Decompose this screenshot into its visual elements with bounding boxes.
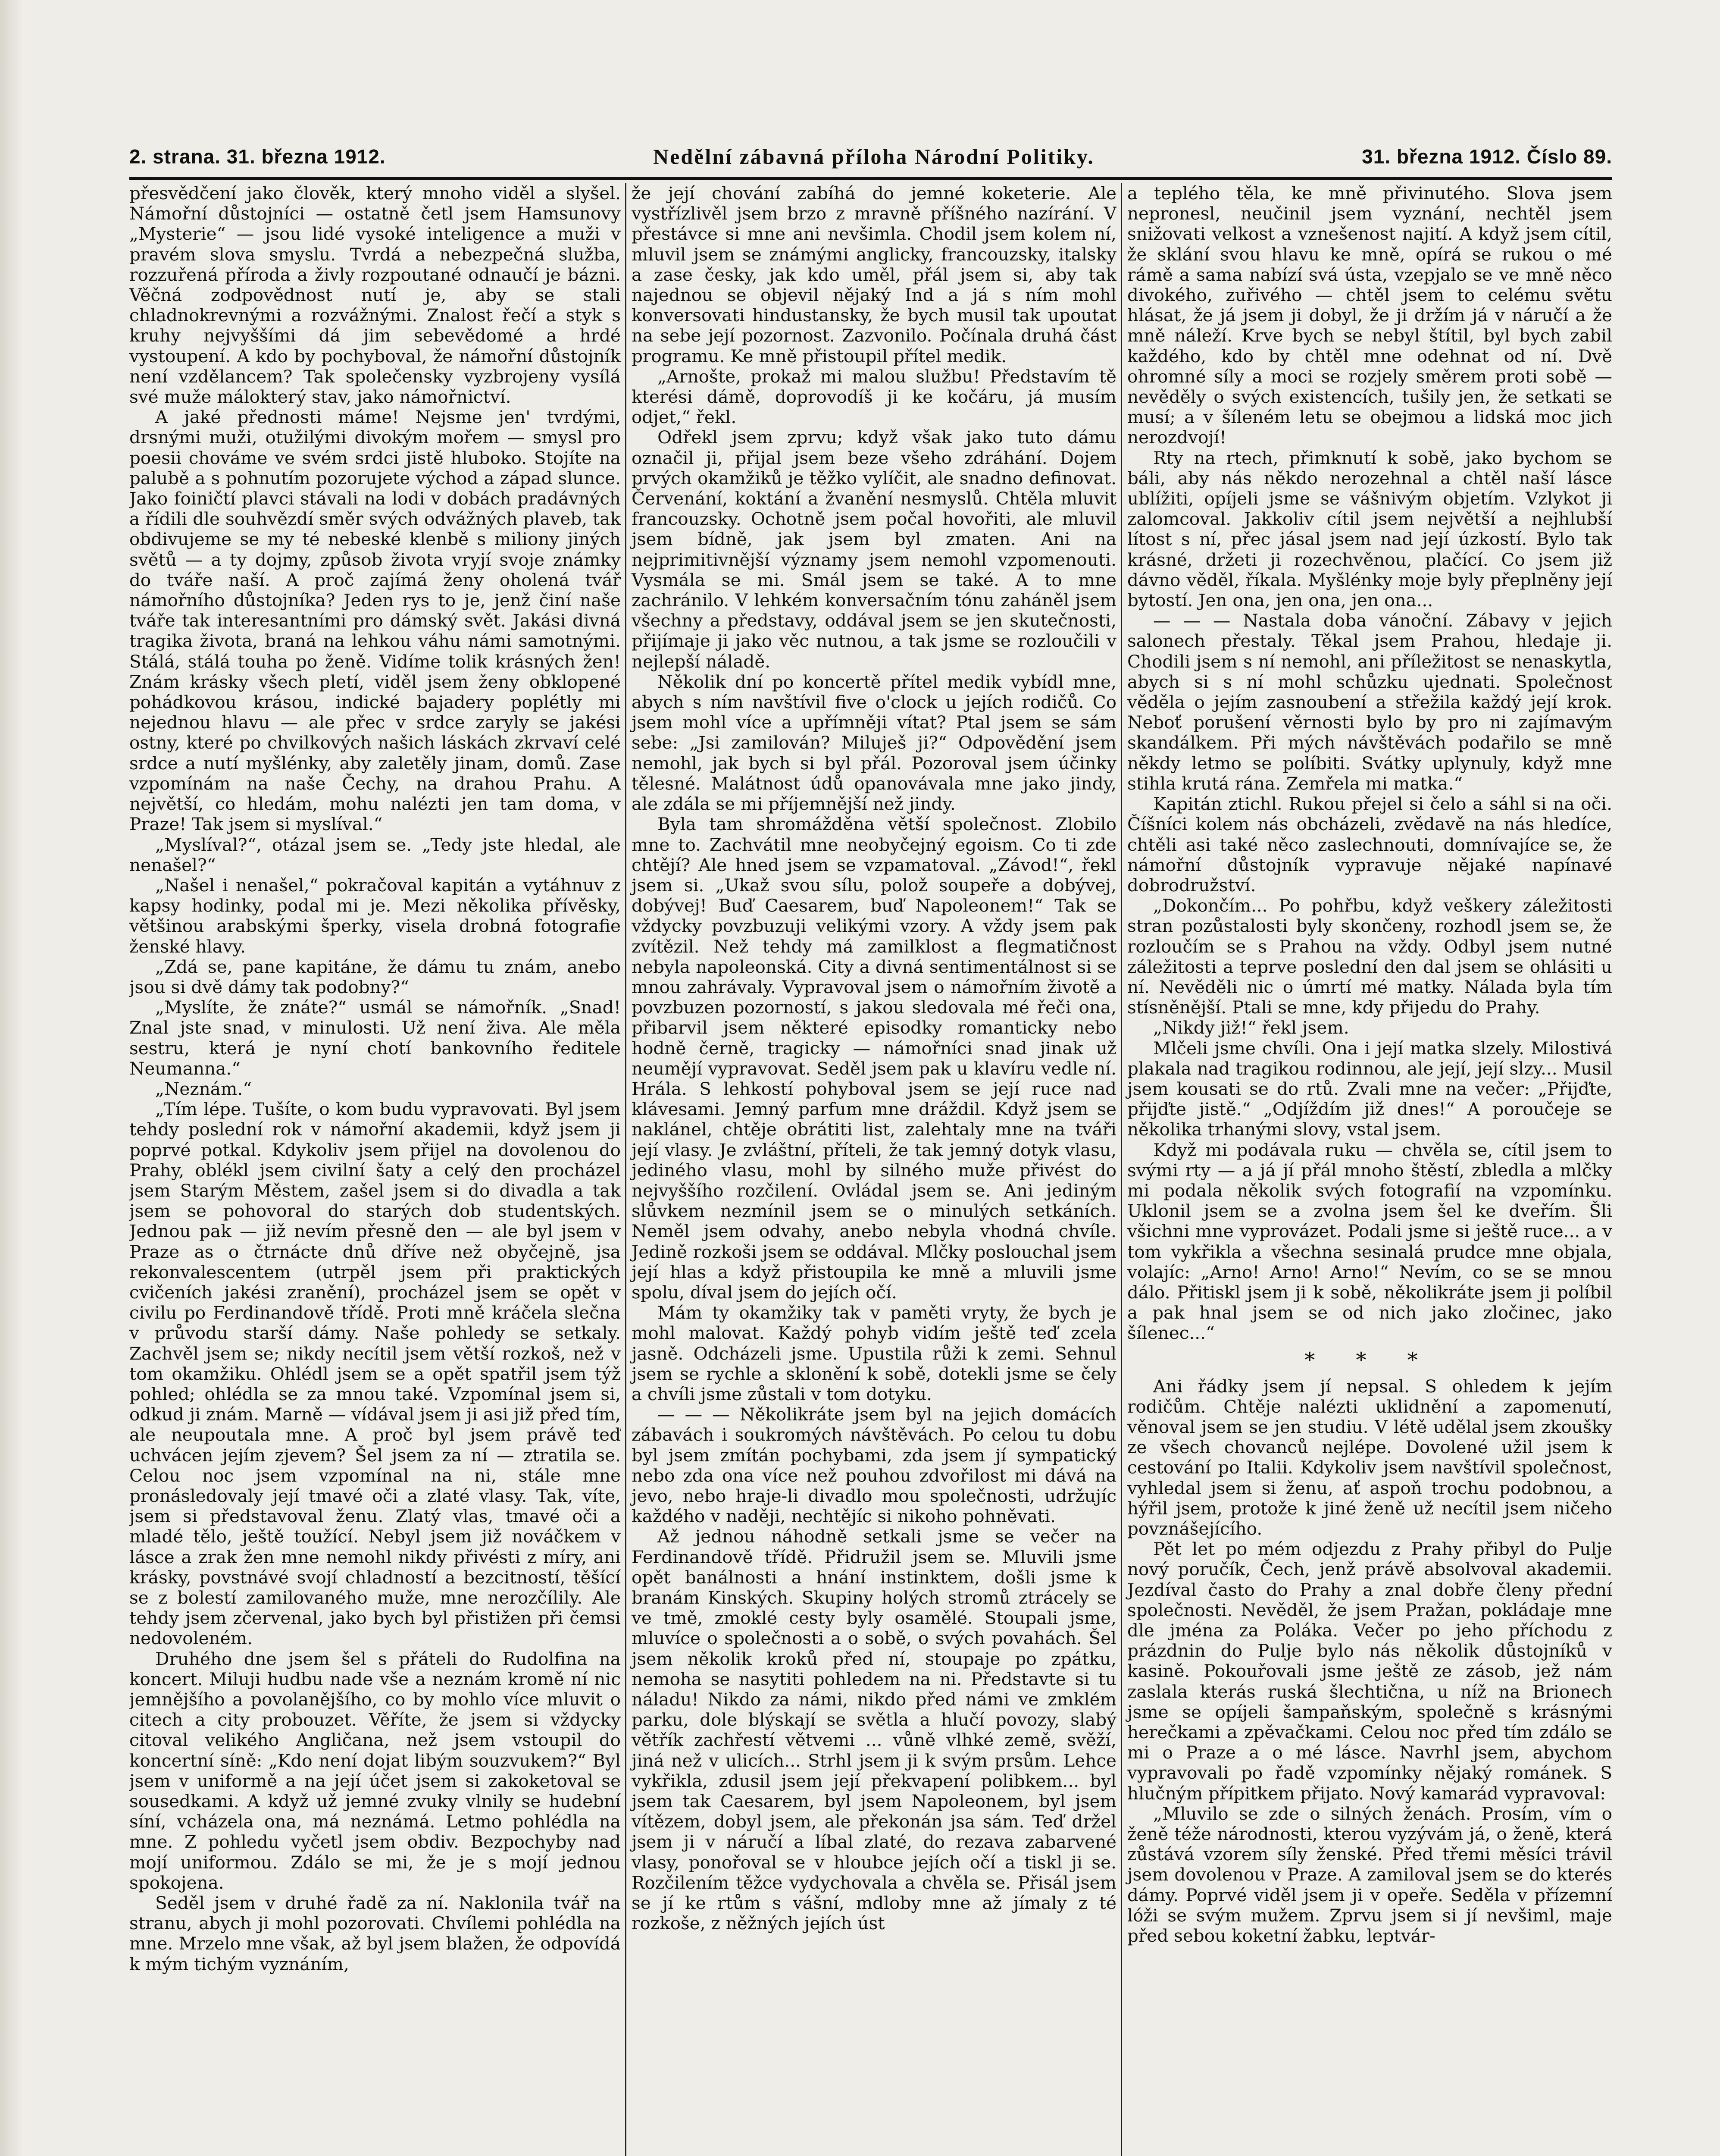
paragraph: „Tím lépe. Tušíte, o kom budu vypravovati. Byl jsem tehdy poslední rok v námořní akademii, když jsem ji poprvé potkal. Kdykoliv jsem přijel na dovolenou do Prahy, oblékl jsem civilní šaty a celý den procházel jsem Starým Městem, zašel jsem si do divadla a tak jsem se pohovoral do starých dob studentských. Jednou pak — již nevím přesně den — ale byl jsem v Praze as o čtrnácte dnů dříve než obyčejně, jsa rekonvalescentem (utrpěl jsem při praktických cvičeních jakési zranění), procházel jsem se opět v civilu po Ferdinandově třídě. Proti mně kráčela slečna v průvodu starší dámy. Naše pohledy se setkaly. Zachvěl jsem se; nikdy necítil jsem větší rozkoš, než v tom okamžiku. Ohlédl jsem se a opět spatřil jsem týž pohled; ohlédla se za mnou také. Vzpomínal jsem si, odkud ji znám. Marně — vídával jsem ji asi již před tím, ale neupoutala mne. A proč byl jsem právě teď uchvácen jejím zjevem? Šel jsem za ní — ztratila se. Celou noc jsem vzpomínal na ni, stále mne pronásledovaly její tmavé oči a zlaté vlasy. Tak, víte, jsem si představoval ženu. Zlatý vlas, tmavé oči a mladé tělo, ještě toužící. Nebyl jsem již nováčkem v lásce a zrak žen mne nemohl nikdy přivésti z míry, ani krásky, povstnávé svojí chladností a bezcitností, těšící se z bolestí zamilovaného muže, mne nerozčílily. Ale tehdy jsem zčervenal, jako bych byl přistižen při čemsi nedovoleném. bbox=[129, 1099, 621, 1649]
scan-edge bbox=[0, 0, 22, 2156]
paragraph: Byla tam shromážděna větší společnost. Zlobilo mne to. Zachvátil mne neobyčejný egoism. Co ti zde chtějí? Ale hned jsem se vzpamatoval. „Závod!“, řekl jsem si. „Ukaž svou sílu, polož soupeře a dobývej, dobývej! Buď Caesarem, buď Napoleonem!“ Tak se vždycky povzbuzuji velikými vzory. A vždy jsem pak zvítězil. Než tehdy má zamilklost a flegmatičnost nebyla napoleonská. City a divná sentimentálnost si se mnou zahrávaly. Vypravoval jsem o námořním životě a povzbuzen pozorností, s jakou sledovala mé řeči ona, přibarvil jsem některé episodky romanticky nebo hodně černě, tragicky — námořníci snad jinak už neumějí vypravovat. Seděl jsem pak u klavíru vedle ní. Hrála. S lehkostí pohyboval jsem se její ruce nad klávesami. Jemný parfum mne dráždil. Když jsem se naklánel, chtěje obrátiti list, zalehtaly mne na tváři její vlasy. Je zvláštní, příteli, že tak jemný dotyk vlasu, jediného vlasu, mohl by silného muže přivést do nejvyššího rozčilení. Ovládal jsem se. Ani jediným slůvkem nezmínil jsem se o minulých setkáních. Neměl jsem odvahy, anebo nebyla vhodná chvíle. Jedině rozkoši jsem se oddával. Mlčky poslouchal jsem její hlas a když přistoupila ke mně a mluvili jsme spolu, díval jsem do jejích očí. bbox=[632, 814, 1116, 1303]
page-header bbox=[129, 137, 1612, 176]
paragraph: „Arnošte, prokaž mi malou službu! Představím tě kterési dámě, doprovodíš ji ke kočáru, já musím odjet,“ řekl. bbox=[632, 366, 1116, 428]
paragraph: Druhého dne jsem šel s přáteli do Rudolfina na koncert. Miluji hudbu nade vše a neznám kromě ní nic jemnějšího a povolanějšího, co by mohlo více mluvit o citech a city probouzet. Věříte, že jsem si vždycky citoval velikého Angličana, než jsem vstoupil do koncertní síně: „Kdo není dojat libým souzvukem?“ Byl jsem v uniformě a na její účet jsem si zakoketoval se sousedkami. A když už jemné zvuky vlnily se hudební síní, vcházela ona, má neznámá. Letmo pohlédla na mne. Z pohledu vyčetl jsem obdiv. Bezpochyby nad mojí uniformou. Zdálo se mi, že je s mojí jednou spokojena. bbox=[129, 1648, 621, 1893]
paragraph: přesvědčení jako člověk, který mnoho viděl a slyšel. Námořní důstojníci — ostatně četl jsem Hamsunovy „Mysterie“ — jsou lidé vysoké inteligence a muži v pravém slova smyslu. Tvrdá a nebezpečná služba, rozzuřená příroda a živly rozpoutané odnaučí je bázni. Věčná zodpovědnost nutí je, aby se stali chladnokrevnými a rozvážnými. Znalost řečí a styk s kruhy nejvyššími dá jim sebevědomé a hrdé vystoupení. A kdo by pochyboval, že námořní důstojník není vzdělancem? Tak společensky vyzbrojeny vysílá své muže málokterý stav, jako námořnictví. bbox=[129, 183, 621, 407]
paragraph: Kapitán ztichl. Rukou přejel si čelo a sáhl si na oči. Číšníci kolem nás obcházeli, zvědavě na nás hledíce, chtěli asi také něco zaslechnouti, domnívajíce se, že námořní důstojník vypravuje nějaké napínavé dobrodružství. bbox=[1127, 793, 1612, 896]
paragraph: Až jednou náhodně setkali jsme se večer na Ferdinandově třídě. Přidružil jsem se. Mluvili jsme opět banálnosti a hnání instinktem, došli jsme k branám Kinských. Skupiny holých stromů ztrácely se ve tmě, zmoklé cesty byly osamělé. Stoupali jsme, mluvíce o společnosti a o sobě, o svých povahách. Šel jsem několik kroků před ní, stoupaje po zpátku, nemoha se nasytiti pohledem na ni. Představte si tu náladu! Nikdo za námi, nikdo před námi ve zmklém parku, dole blýskají se světla a hlučí povozy, slabý větřík zachřestí větvemi ... vůně vlhké země, svěží, jiná než v ulicích... Strhl jsem ji k svým prsům. Lehce vykřikla, zdusil jsem její překvapení polibkem... byl jsem tak Caesarem, byl jsem Napoleonem, byl jsem vítězem, dobyl jsem, ale překonán jsa sám. Teď držel jsem ji v náručí a líbal zlaté, do rezava zabarvené vlasy, ponořoval se v hloubce jejích očí a tiskl ji se. Rozčilením těžce vydychovala a chvěla se. Přisál jsem se jí ke rtům s vášní, mdloby mne až jímaly z té rozkoše, z něžných jejích úst bbox=[632, 1526, 1116, 1934]
header-left: 2. strana. 31. března 1912. bbox=[129, 145, 386, 168]
paragraph: Rty na rtech, přimknutí k sobě, jako bychom se báli, aby nás někdo nerozehnal a chtěl naší lásce ublížiti, opíjeli jsme se vášnivým objetím. Vzlykot ji zalomcoval. Jakkoliv cítil jsem největší a nejhlubší lítost s ní, přec jásal jsem nad její úzkostí. Bylo tak krásné, držeti ji rozechvěnou, plačící. Co jsem již dávno věděl, říkala. Myšlénky moje byly přeplněny její bytostí. Jen ona, jen ona, jen ona... bbox=[1127, 447, 1612, 611]
paragraph: Seděl jsem v druhé řadě za ní. Naklonila tvář na stranu, abych ji mohl pozorovati. Chvílemi pohlédla na mne. Mrzelo mne však, až byl jsem blažen, že odpovídá k mým tichým vyznáním, bbox=[129, 1893, 621, 1974]
paragraph: Mám ty okamžiky tak v paměti vryty, že bych je mohl malovat. Každý pohyb vidím ještě teď zcela jasně. Odcházeli jsme. Upustila růži k zemi. Sehnul jsem se rychle a sklonění k sobě, dotekli jsme se čely a chvíli jsme zůstali v tom dotyku. bbox=[632, 1302, 1116, 1404]
paragraph: „Zdá se, pane kapitáne, že dámu tu znám, anebo jsou si dvě dámy tak podobny?“ bbox=[129, 956, 621, 997]
paragraph: „Nikdy již!“ řekl jsem. bbox=[1153, 1017, 1349, 1038]
paragraph: Mlčeli jsme chvíli. Ona i její matka slzely. Milostivá plakala nad tragikou rodinnou, ale její, její slzy... Musil jsem kousati se do rtů. Zvali mne na večer: „Přijďte, přijďte jistě.“ „Odjíždím již dnes!“ A poroučeje se několika trhanými slovy, vstal jsem. bbox=[1127, 1037, 1612, 1140]
header-right: 31. března 1912. Číslo 89. bbox=[1362, 145, 1612, 168]
paragraph: že její chování zabíhá do jemné koketerie. Ale vystřízlivěl jsem brzo z mravně příšného nazírání. V přestávce si mne ani nevšimla. Chodil jsem kolem ní, mluvil jsem se známými anglicky, francouzsky, italsky a zase česky, jak kdo uměl, přál jsem si, aby tak najednou se objevil nějaký Ind a já s ním mohl konversovati hindustansky, že bych musil tak upoutat na sebe její pozornost. Zazvonilo. Počínala druhá část programu. Ke mně přistoupil přítel medik. bbox=[632, 183, 1116, 367]
section-divider: * * * bbox=[1304, 1348, 1435, 1372]
column-3 bbox=[1121, 183, 1612, 2156]
paragraph: „Dokončím... Po pohřbu, když veškery záležitosti stran pozůstalosti byly skončeny, rozhodl jsem se, že rozloučím se s Prahou na vždy. Odbyl jsem nutné záležitosti a teprve poslední den dal jsem se ohlásiti u ní. Nevěděli nic o úmrtí mé matky. Nálada byla tím stísněnější. Ptali se mne, kdy přijedu do Prahy. bbox=[1127, 895, 1612, 1018]
paragraph: a teplého těla, ke mně přivinutého. Slova jsem nepronesl, neučinil jsem vyznání, nechtěl jsem snižovati velkost a vznešenost najití. A když jsem cítil, že sklání svou hlavu ke mně, opírá se rukou o mé rámě a sama nabízí svá ústa, vzepjalo se ve mně něco divokého, zuřivého — chtěl jsem to celému světu hlásat, že já jsem ji dobyl, že ji držím já v náručí a že mně náleží. Krve bych se nebyl štítil, byl bych zabil každého, kdo by chtěl mne odehnat od ní. Dvě ohromné síly a moci se rozjely směrem proti sobě — nevěděly o svých existencích, tušily jen, že setkati se musí; a v šíleném letu se obejmou a lidská moc jich nerozdvojí! bbox=[1127, 183, 1612, 448]
paragraph: Ani řádky jsem jí nepsal. S ohledem k jejím rodičům. Chtěje nalézti uklidnění a zapomenutí, věnoval jsem se jen studiu. V létě udělal jsem zkoušky ze všech chovanců nejlépe. Dovolené užil jsem k cestování po Italii. Kdykoliv jsem navštívil společnost, vyhledal jsem si ženu, ať aspoň trochu podobnou, a hýřil jsem, protože k jiné ženě už necítil jsem ničeho povznášejícího. bbox=[1127, 1376, 1612, 1539]
paragraph: Když mi podávala ruku — chvěla se, cítil jsem to svými rty — a já jí přál mnoho štěstí, zbledla a mlčky mi podala několik svých fotografií na vzpomínku. Uklonil jsem se a zvolna jsem šel ke dveřím. Šli všichni mne vyprovázet. Podali jsme si ještě ruce... a v tom vykřikla a všechna sesinalá prudce mne objala, volajíc: „Arno! Arno! Arno!“ Nevím, co se se mnou dálo. Přitiskl jsem ji k sobě, několikráte jsem ji políbil a pak hnal jsem se od nich jako zločinec, jako šílenec...“ bbox=[1127, 1139, 1612, 1344]
paragraph: — — — Nastala doba vánoční. Zábavy v jejich salonech přestaly. Těkal jsem Prahou, hledaje ji. Chodili jsem s ní nemohl, ani příležitost se nenaskytla, abych si s ní mohl schůzku ujednati. Společnost věděla o jejím zasnoubení a střežila každý její krok. Neboť porušení věrnosti bylo by pro ni zajímavým skandálkem. Při mých návštěvách podařilo se mně někdy letmo se políbiti. Svátky uplynuly, když mne stihla krutá rána. Zemřela mi matka.“ bbox=[1127, 610, 1612, 794]
paragraph: „Mluvilo se zde o silných ženách. Prosím, vím o ženě téže národnosti, kterou vyzývám já, o ženě, která zůstává vzorem síly ženské. Před třemi měsíci trávil jsem dovolenou v Praze. A zamiloval jsem se do kterés dámy. Poprvé viděl jsem ji v opeře. Seděla v přízemní lóži se svým mužem. Zprvu jsem si jí nevšiml, maje před sebou koketní žabku, leptvár- bbox=[1127, 1803, 1612, 1946]
paragraph: „Myslíval?“, otázal jsem se. „Tedy jste hledal, ale nenašel?“ bbox=[129, 834, 621, 875]
paragraph: Odřekl jsem zprvu; když však jako tuto dámu označil ji, přijal jsem beze všeho zdráhání. Dojem prvých okamžiků je těžko vylíčit, ale snadno definovat. Červenání, koktání a žvanění nesmyslů. Chtěla mluvit francouzsky. Ochotně jsem počal hovořiti, ale mluvil jsem bídně, jak jsem byl zmaten. Ani na nejprimitivnější významy jsem nemohl vzpomenouti. Vysmála se mi. Smál jsem se také. A to mne zachránilo. V lehkém konversačním tónu zaháněl jsem všechny a představy, oddával jsem se jen skutečnosti, přijímaje ji jako věc nutnou, a tak jsme se rozloučili v nejlepší náladě. bbox=[632, 427, 1116, 672]
paragraph: Několik dní po koncertě přítel medik vybídl mne, abych s ním navštívil five o'clock u jejích rodičů. Co jsem mohl více a upřímněji vítat? Ptal jsem se sám sebe: „Jsi zamilován? Miluješ ji?“ Odpovědění jsem nemohl, jak bych si byl přál. Pozoroval jsem účinky tělesné. Malátnost údů opanovávala mne jako jindy, ale zdála se mi příjemnější než jindy. bbox=[632, 671, 1116, 815]
paragraph: „Našel i nenašel,“ pokračoval kapitán a vytáhnuv z kapsy hodinky, podal mi je. Mezi několika přívěsky, většinou arabskými šperky, visela drobná fotografie ženské hlavy. bbox=[129, 874, 621, 957]
column-2 bbox=[625, 183, 1116, 2156]
header-rule bbox=[129, 177, 1612, 180]
paragraph: „Neznám.“ bbox=[155, 1078, 252, 1099]
paragraph: Pět let po mém odjezdu z Prahy přibyl do Pulje nový poručík, Čech, jenž právě absolvoval akademii. Jezdíval často do Prahy a znal dobře členy přední společnosti. Nevěděl, že jsem Pražan, pokládaje mne dle jména za Poláka. Večer po jeho příchodu z prázdnin do Pulje bylo nás několik důstojníků v kasině. Pokouřovali jsme ještě ze zásob, jež nám zaslala kterás ruská šlechtična, u níž na Brionech jsme se opíjeli šampaňským, společně s krásnými herečkami a zpěvačkami. Celou noc před tím zdálo se mi o Praze a o mé lásce. Navrhl jsem, abychom vypravovali po řadě vzpomínky nějaký románek. S hlučným přípitkem přijato. Nový kamarád vypravoval: bbox=[1127, 1539, 1612, 1804]
paragraph: A jaké přednosti máme! Nejsme jen' tvrdými, drsnými muži, otužilými divokým mořem — smysl pro poesii chováme ve svém srdci jistě hluboko. Stojíte na palubě a s pohnutím pozorujete východ a západ slunce. Jako foiničtí plavci stávali na lodi v dobách pradávných a řídili dle souhvězdí směr svých odvážných plaveb, tak obdivujeme se my té nebeské klenbě s miliony jiných světů — a ty dojmy, způsob života vryjí svoje známky do tváře naší. A proč zajímá ženy oholená tvář námořního důstojníka? Jeden rys to je, jenž činí naše tváře tak interesantními pro dámský svět. Jakási divná tragika života, braná na lehkou váhu námi samotnými. Stálá, stálá touha po ženě. Vidíme tolik krásných žen! Znám krásky všech pletí, viděl jsem ženy obklopené pohádkovou krásou, indické bajadery poplétly mi nejednou hlavu — ale přec v srdce zaryly se jakési ostny, které po chvilkových našich láskách zkrvaví celé srdce a nutí myšlénky, aby zaletěly jinam, domů. Zase vzpomínám na naše Čechy, na drahou Prahu. A největší, co hledám, mohu nalézti jen tam doma, v Praze! Tak jsem si myslíval.“ bbox=[129, 407, 621, 835]
paragraph: — — — Několikráte jsem byl na jejich domácích zábavách i soukromých návštěvách. Po celou tu dobu byl jsem zmítán pochybami, zda jsem jí sympatický nebo zda ona více než pouhou zdvořilost mi dává na jevo, nebo hraje-li divadlo mou společnosti, udržujíc každého v naději, nechtějíc si nikoho pohněvati. bbox=[632, 1404, 1116, 1527]
paragraph: „Myslíte, že znáte?“ usmál se námořník. „Snad! Znal jste snad, v minulosti. Už není živa. Ale měla sestru, která je nyní chotí bankovního ředitele Neumanna.“ bbox=[129, 997, 621, 1079]
column-1 bbox=[129, 183, 621, 2156]
header-title: Nedělní zábavná příloha Národní Politiky. bbox=[653, 144, 1095, 169]
text-columns bbox=[129, 183, 1612, 2156]
